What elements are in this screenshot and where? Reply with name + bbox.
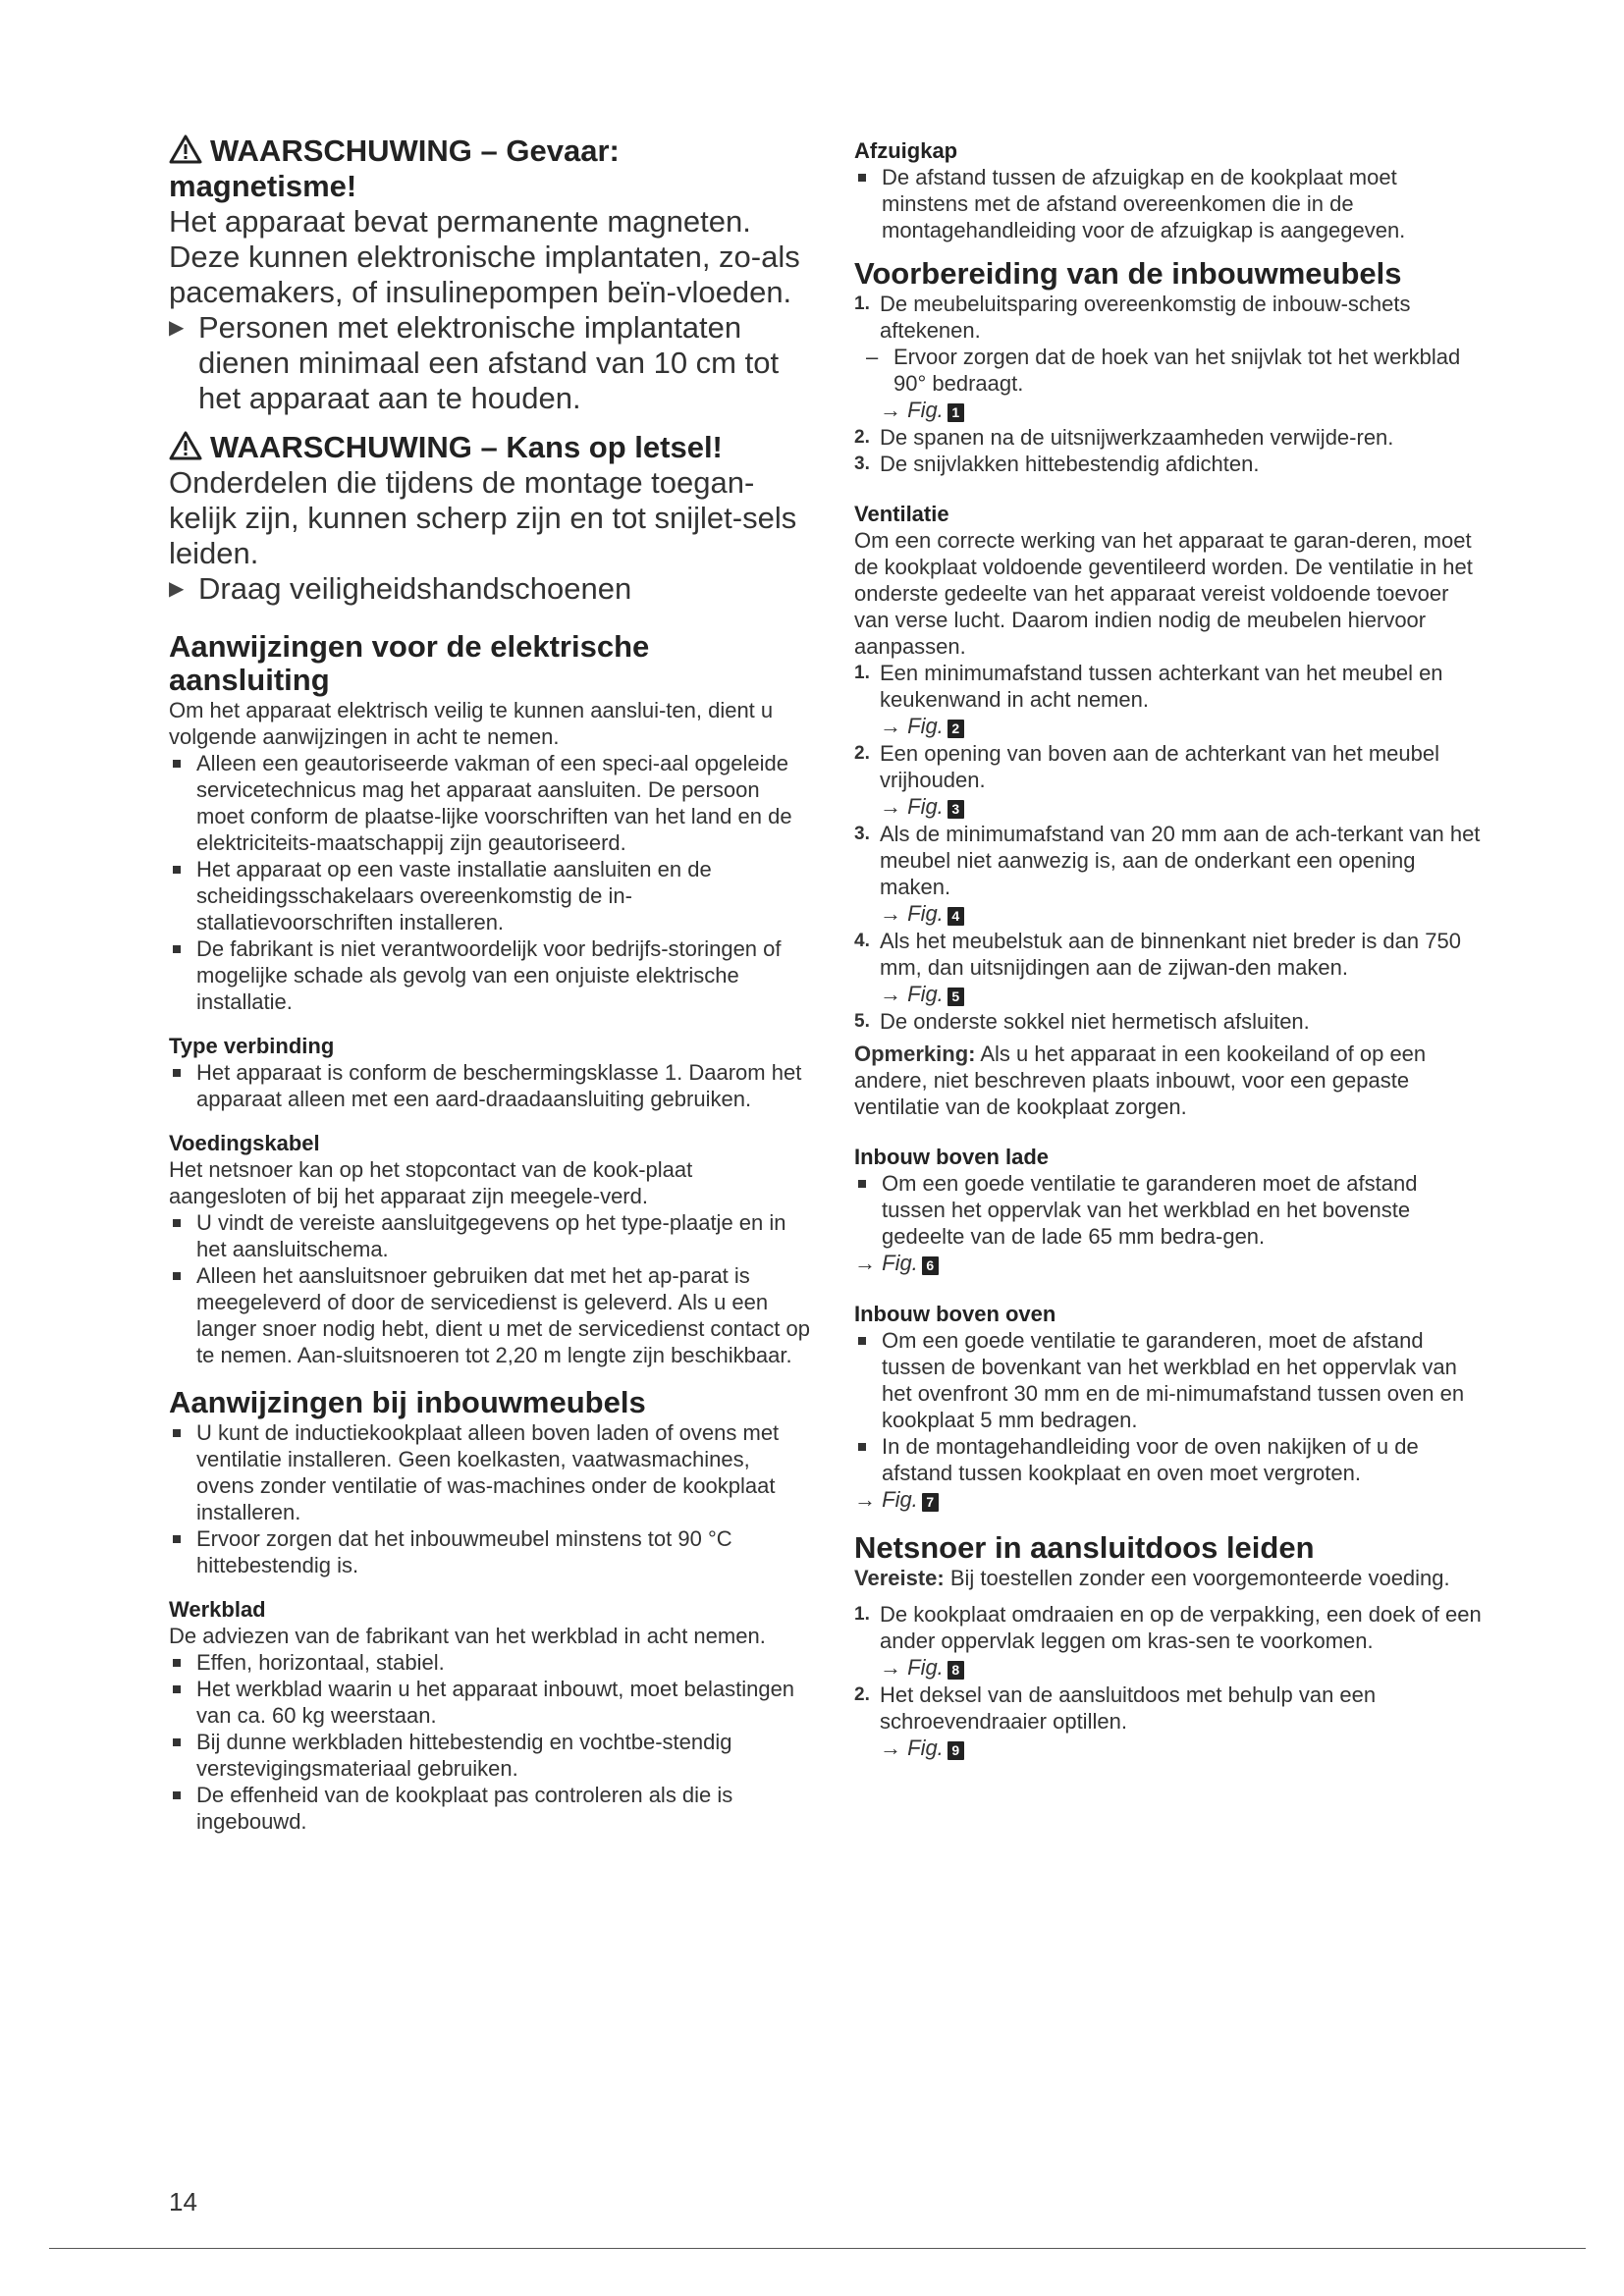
list-item: In de montagehandleiding voor de oven nakijken of u de afstand tussen kookplaat en oven moet vergroten. [854,1433,1483,1486]
figure-number-badge: 9 [947,1741,964,1760]
figure-reference: → Fig. 8 [880,1654,1483,1682]
step-item: 2. Het deksel van de aansluitdoos met behulp van een schroevendraaier optillen. → Fig. 9 [854,1682,1483,1762]
warning-injury [169,430,812,607]
section-intro: Om een correcte werking van het apparaat te garan-deren, moet de kookplaat voldoende geventileerd worden. De ventilatie in het onderste gedeelte van het apparaat vereist voldoende toevoer van verse lucht. Daarom indien nodig de meubelen hiervoor aanpassen. [854,528,1473,659]
section-heading: Inbouw boven lade [854,1145,1050,1169]
warning-action: ▶ Draag veiligheidshandschoenen [169,571,632,606]
figure-reference: → Fig. 6 [854,1250,1483,1277]
section-above-drawer [854,1144,1483,1277]
figure-number-badge: 4 [947,907,964,926]
figure-number-badge: 2 [947,720,964,738]
step-item: 1. De meubeluitsparing overeenkomstig de inbouw-schets aftekenen. [854,292,1411,343]
footer-rule [49,2248,1586,2249]
section-extractor-hood [854,137,1483,243]
step-item: 1. Een minimumafstand tussen achterkant van het meubel en keukenwand in acht nemen. → Fig. 2 [854,660,1483,740]
step-item: 5. De onderste sokkel niet hermetisch afsluiten. [854,1009,1310,1034]
figure-reference: → Fig. 1 [854,397,1483,424]
list-item: Om een goede ventilatie te garanderen moet de afstand tussen het oppervlak van het werkblad en het bovenste gedeelte van de lade 65 mm bedra-gen. [854,1170,1483,1250]
figure-reference: → Fig. 9 [880,1735,1483,1762]
sub-step: – Ervoor zorgen dat de hoek van het snijvlak tot het werkblad 90° bedraagt. [866,345,1461,396]
section-intro: De adviezen van de fabrikant van het werkblad in acht nemen. [169,1624,766,1648]
list-item: U kunt de inductiekookplaat alleen boven laden of ovens met ventilatie installeren. Geen koelkasten, vaatwasmachines, ovens zonder ventilatie of was-machines onder de kookplaat installeren. [169,1419,812,1525]
list-item: De fabrikant is niet verantwoordelijk voor bedrijfs-storingen of mogelijke schade als gevolg van een onjuiste elektrische installatie. [169,935,812,1015]
step-item: 3. De snijvlakken hittebestendig afdichten. [854,452,1260,476]
section-heading: Type verbinding [169,1034,335,1058]
section-heading: Voedingskabel [169,1131,320,1155]
section-heading: Afzuigkap [854,138,958,163]
step-item: 2. Een opening van boven aan de achterkant van het meubel vrijhouden. → Fig. 3 [854,740,1483,821]
list-item: Om een goede ventilatie te garanderen, moet de afstand tussen de bovenkant van het werkblad en het oppervlak van het ovenfront 30 mm en de mi-nimumafstand tussen oven en kookplaat 5 mm bedragen. [854,1327,1483,1433]
section-heading: Inbouw boven oven [854,1302,1056,1326]
step-item: 3. Als de minimumafstand van 20 mm aan de ach-terkant van het meubel niet aanwezig is, aan de onderkant een opening maken. → Fig. 4 [854,821,1483,928]
left-column [169,133,812,1835]
section-built-in-units [169,1386,812,1578]
figure-reference: → Fig. 3 [880,793,1483,821]
figure-reference: → Fig. 7 [854,1486,1483,1514]
action-arrow-icon: ▶ [169,578,185,600]
section-connection-type [169,1033,812,1112]
section-worktop [169,1596,812,1835]
action-arrow-icon: ▶ [169,317,185,339]
figure-number-badge: 7 [922,1493,939,1512]
requirement: Vereiste: Bij toestellen zonder een voorgemonteerde voeding. [854,1566,1450,1590]
list-item: Alleen een geautoriseerde vakman of een speci-aal opgeleide servicetechnicus mag het apparaat aansluiten. De persoon moet conform de plaatse-lijke voorschriften van het land en de elektriciteits-maatschappij zijn geautoriseerd. [169,750,812,856]
step-item: 2. De spanen na de uitsnijwerkzaamheden verwijde-ren. [854,425,1394,450]
figure-number-badge: 1 [947,403,964,422]
section-above-oven [854,1301,1483,1514]
figure-number-badge: 3 [947,800,964,819]
figure-number-badge: 6 [922,1256,939,1275]
section-heading: Ventilatie [854,502,949,526]
warning-magnetism [169,133,812,416]
list-item: Ervoor zorgen dat het inbouwmeubel minstens tot 90 °C hittebestendig is. [169,1525,812,1578]
section-preparation [854,257,1483,477]
warning-triangle-icon [169,134,202,164]
section-ventilation [854,501,1483,1120]
section-electrical [169,630,812,1015]
list-item: U vindt de vereiste aansluitgegevens op het type-plaatje en in het aansluitschema. [169,1209,812,1262]
note: Opmerking: Als u het apparaat in een kookeiland of op een andere, niet beschreven plaats inbouwt, voor een gepaste ventilatie van de kookplaat zorgen. [854,1041,1427,1119]
warning-action: ▶ Personen met elektronische implantaten dienen minimaal een afstand van 10 cm tot het apparaat aan te houden. [169,310,780,415]
section-heading: Voorbereiding van de inbouwmeubels [854,256,1402,291]
list-item: Het apparaat op een vaste installatie aansluiten en de scheidingsschakelaars overeenkomstig de in-stallatievoorschriften installeren. [169,856,812,935]
section-power-cord [854,1531,1483,1762]
warning-title: WAARSCHUWING – Kans op letsel! [169,430,812,465]
section-intro: Om het apparaat elektrisch veilig te kunnen aanslui-ten, dient u volgende aanwijzingen in acht te nemen. [169,698,774,749]
section-heading: Netsnoer in aansluitdoos leiden [854,1530,1315,1565]
figure-reference: → Fig. 4 [880,900,1483,928]
step-item: 1. De kookplaat omdraaien en op de verpakking, een doek of een ander oppervlak leggen om kras-sen te voorkomen. → Fig. 8 [854,1602,1482,1680]
list-item: Alleen het aansluitsnoer gebruiken dat met het ap-parat is meegeleverd of door de servicedienst is geleverd. Als u een langer snoer nodig hebt, dient u met de servicedienst contact op te nemen. Aan-sluitsnoeren tot 2,20 m lengte zijn beschikbaar. [169,1262,812,1368]
right-column [854,137,1483,1762]
warning-triangle-icon [169,431,202,460]
warning-body: Onderdelen die tijdens de montage toegan-kelijk zijn, kunnen scherp zijn en tot snijlet-sels leiden. [169,465,797,570]
warning-title: WAARSCHUWING – Gevaar: magnetisme! [169,133,620,203]
list-item: Het apparaat is conform de beschermingsklasse 1. Daarom het apparaat alleen met een aard-draadaansluiting gebruiken. [169,1059,812,1112]
section-heading: Aanwijzingen bij inbouwmeubels [169,1385,646,1419]
warning-body: Het apparaat bevat permanente magneten. Deze kunnen elektronische implantaten, zo-als pacemakers, of insulinepompen beïn-vloeden. [169,204,800,309]
list-item: De afstand tussen de afzuigkap en de kookplaat moet minstens met de afstand overeenkomen die in de montagehandleiding voor de afzuigkap is aangegeven. [854,164,1483,243]
section-heading: Aanwijzingen voor de elektrische aansluiting [169,629,650,697]
figure-number-badge: 5 [947,988,964,1006]
section-power-cable [169,1130,812,1368]
list-item: Het werkblad waarin u het apparaat inbouwt, moet belastingen van ca. 60 kg weerstaan. [169,1676,812,1729]
figure-number-badge: 8 [947,1661,964,1680]
list-item: Effen, horizontaal, stabiel. [169,1649,812,1676]
figure-reference: → Fig. 5 [880,981,1483,1008]
page-number: 14 [169,2187,197,2216]
list-item: Bij dunne werkbladen hittebestendig en vochtbe-stendig verstevigingsmateriaal gebruiken. [169,1729,812,1782]
step-item: 4. Als het meubelstuk aan de binnenkant niet breder is dan 750 mm, dan uitsnijdingen aan de zijwan-den maken. → Fig. 5 [854,928,1483,1008]
figure-reference: → Fig. 2 [880,713,1483,740]
section-heading: Werkblad [169,1597,266,1622]
list-item: De effenheid van de kookplaat pas controleren als die is ingebouwd. [169,1782,812,1835]
section-intro: Het netsnoer kan op het stopcontact van de kook-plaat aangesloten of bij het apparaat zijn meegele-verd. [169,1157,693,1208]
